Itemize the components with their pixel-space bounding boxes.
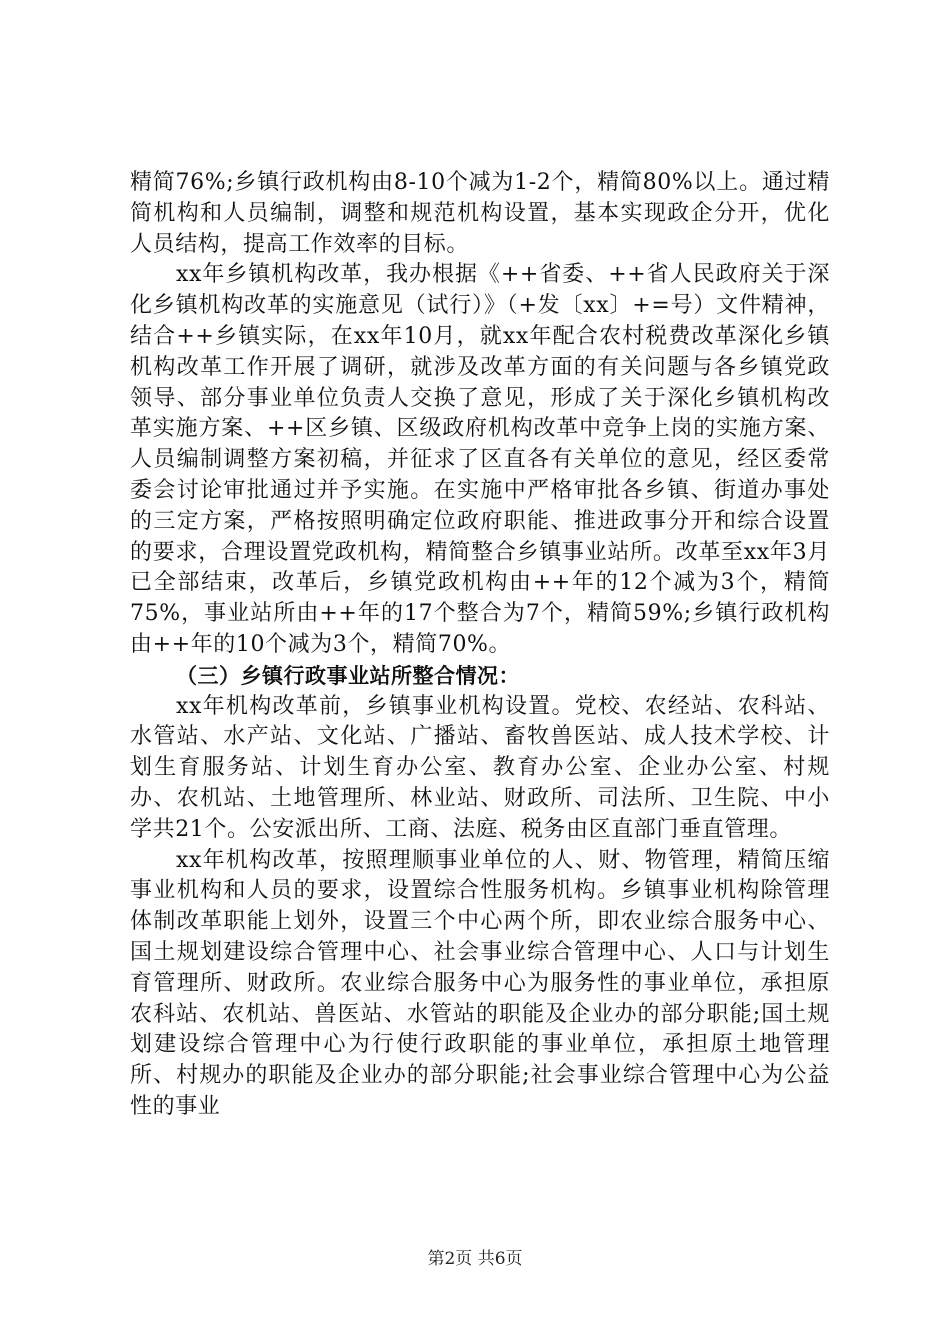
paragraph-reform-process: xx年乡镇机构改革，我办根据《++省委、++省人民政府关于深化乡镇机构改革的实施意见（试行）》（+发〔xx〕+=号）文件精神，结合++乡镇实际，在xx年10月，就xx年配合农村税费改革深化乡镇机构改革工作开展了调研，就涉及改革方面的有关问题与各乡镇党政领导、部分事业单位负责人交换了意见，形成了关于深化乡镇机构改革实施方案、++区乡镇、区级政府机构改革中竞争上岗的实施方案、人员编制调整方案初稿，并征求了区直各有关单位的意见，经区委常委会讨论审批通过并予实施。在实施中严格审批各乡镇、街道办事处的三定方案，严格按照明确定位政府职能、推进政事分开和综合设置的要求，合理设置党政机构，精简整合乡镇事业站所。改革至xx年3月已全部结束，改革后，乡镇党政机构由++年的12个减为3个，精简75%，事业站所由++年的17个整合为7个，精简59%;乡镇行政机构由++年的10个减为3个，精简70%。 bbox=[130, 262, 830, 657]
document-body bbox=[130, 168, 830, 1123]
paragraph-before-reform: xx年机构改革前，乡镇事业机构设置。党校、农经站、农科站、水管站、水产站、文化站、广播站、畜牧兽医站、成人技术学校、计划生育服务站、计划生育办公室、教育办公室、企业办公室、村规办、农机站、土地管理所、林业站、财政所、司法所、卫生院、中小学共21个。公安派出所、工商、法庭、税务由区直部门垂直管理。 bbox=[130, 693, 830, 842]
paragraph-after-reform: xx年机构改革，按照理顺事业单位的人、财、物管理，精简压缩事业机构和人员的要求，设置综合性服务机构。乡镇事业机构除管理体制改革职能上划外，设置三个中心两个所，即农业综合服务中心、国土规划建设综合管理中心、社会事业综合管理中心、人口与计划生育管理所、财政所。农业综合服务中心为服务性的事业单位，承担原农科站、农机站、兽医站、水管站的职能及企业办的部分职能;国土规划建设综合管理中心为行使行政职能的事业单位，承担原土地管理所、村规办的职能及企业办的部分职能;社会事业综合管理中心为公益性的事业 bbox=[130, 847, 830, 1119]
paragraph-continued: 精简76%;乡镇行政机构由8-10个减为1-2个，精简80%以上。通过精简机构和人员编制，调整和规范机构设置，基本实现政企分开，优化人员结构，提高工作效率的目标。 bbox=[130, 170, 830, 257]
section-heading: （三）乡镇行政事业站所整合情况： bbox=[176, 663, 520, 688]
page-number-footer: 第2页 共6页 bbox=[427, 1249, 523, 1269]
